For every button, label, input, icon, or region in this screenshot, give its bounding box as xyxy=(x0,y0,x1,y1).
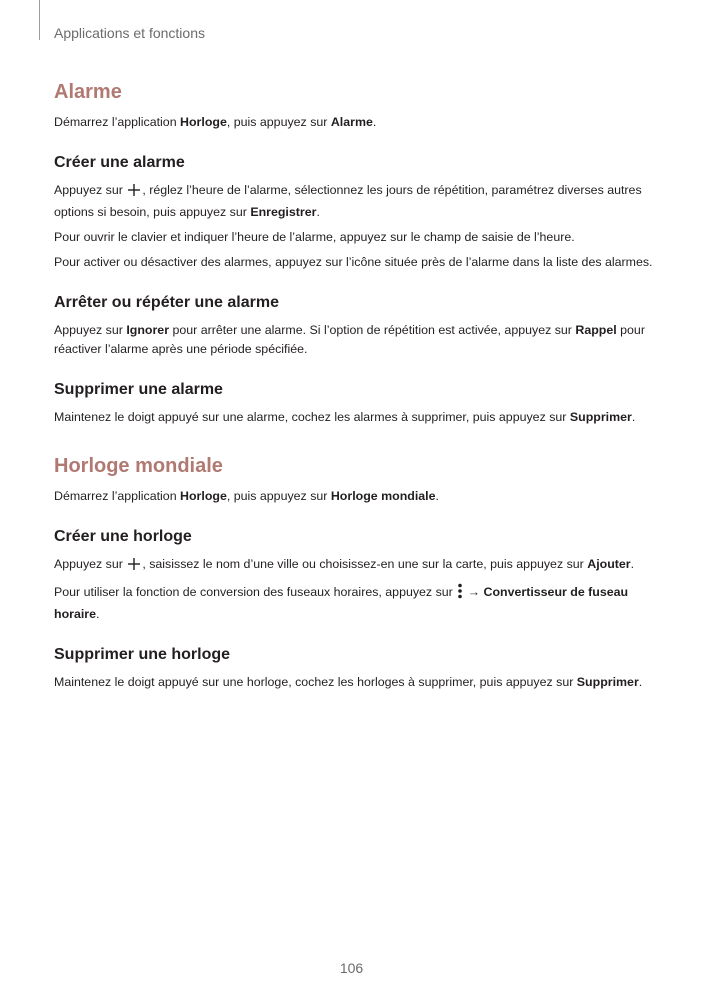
create-alarm-paragraph-3: Pour activer ou désactiver des alarmes, appuyez sur l’icône située près de l’alarme dans la liste des alarmes. xyxy=(54,255,653,269)
create-alarm-paragraph-2: Pour ouvrir le clavier et indiquer l’heure de l’alarme, appuyez sur le champ de saisie de l’heure. xyxy=(54,230,575,244)
plus-icon xyxy=(127,557,141,577)
alarm-intro: Démarrez l’application Horloge, puis appuyez sur Alarme. xyxy=(54,115,377,129)
section-header: Applications et fonctions xyxy=(54,25,205,41)
delete-alarm-heading: Supprimer une alarme xyxy=(54,381,223,398)
plus-icon xyxy=(127,183,141,203)
delete-clock-heading: Supprimer une horloge xyxy=(54,646,231,663)
create-clock-paragraph-2: Pour utiliser la fonction de conversion des fuseaux horaires, appuyez sur → Convertisseur de fuseau horaire. xyxy=(54,585,629,621)
create-clock-paragraph-1: Appuyez sur , saisissez le nom d’une ville ou choisissez-en une sur la carte, puis appuyez sur Ajouter. xyxy=(54,555,654,577)
create-clock-heading: Créer une horloge xyxy=(54,528,192,545)
world-clock-intro: Démarrez l’application Horloge, puis appuyez sur Horloge mondiale. xyxy=(54,489,439,503)
stop-alarm-paragraph: Appuyez sur Ignorer pour arrêter une alarme. Si l’option de répétition est activée, appuyez sur Rappel pour réactiver l’alarme après une période spécifiée. xyxy=(54,323,645,356)
header-rule xyxy=(39,0,40,40)
page-number: 106 xyxy=(339,960,364,976)
more-options-icon xyxy=(457,583,463,605)
stop-alarm-heading: Arrêter ou répéter une alarme xyxy=(54,294,279,311)
delete-clock-paragraph: Maintenez le doigt appuyé sur une horloge, cochez les horloges à supprimer, puis appuyez sur Supprimer. xyxy=(54,675,643,689)
create-alarm-heading: Créer une alarme xyxy=(54,154,185,171)
page-content xyxy=(54,81,654,698)
alarm-title: Alarme xyxy=(54,81,122,103)
delete-alarm-paragraph: Maintenez le doigt appuyé sur une alarme, cochez les alarmes à supprimer, puis appuyez sur Supprimer. xyxy=(54,410,636,424)
world-clock-title: Horloge mondiale xyxy=(54,455,223,477)
create-alarm-paragraph-1: Appuyez sur , réglez l’heure de l’alarme, sélectionnez les jours de répétition, paramétrez diverses autres options si besoin, puis appuyez sur Enregistrer. xyxy=(54,183,642,219)
